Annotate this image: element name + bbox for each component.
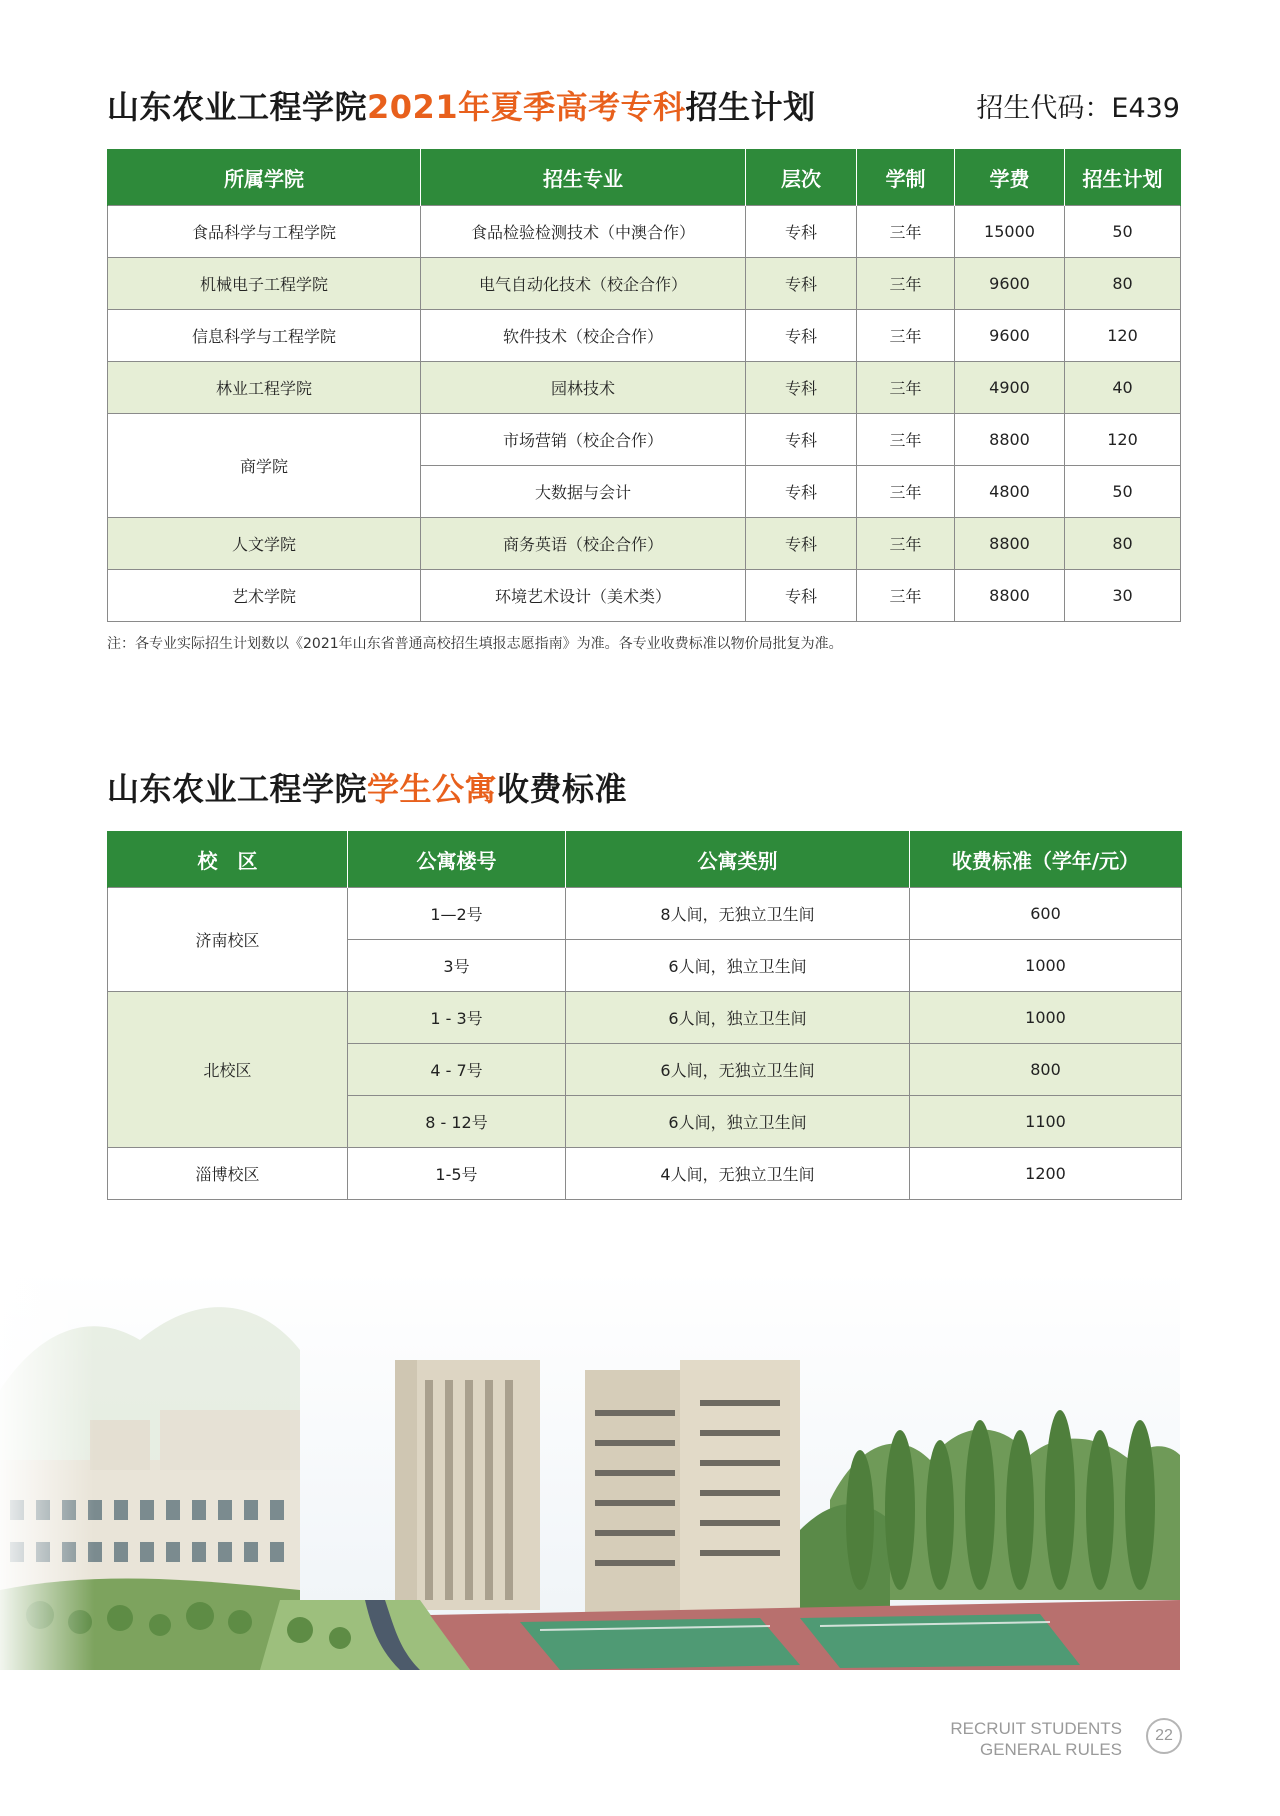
campus-cell: 济南校区 (108, 888, 348, 992)
dorm-fee-cell: 1000 (910, 940, 1182, 992)
building-cell: 4 - 7号 (348, 1044, 566, 1096)
dorm-title-prefix: 山东农业工程学院 (107, 770, 368, 808)
fee-cell: 4900 (955, 362, 1065, 414)
major-cell: 大数据与会计 (421, 466, 746, 518)
enrollment-title (107, 82, 816, 128)
dorm-header-row (108, 831, 1182, 888)
duration-cell: 三年 (857, 310, 955, 362)
footer-text (950, 1718, 1122, 1760)
table-row (108, 206, 1181, 258)
room-type-cell: 6人间，独立卫生间 (566, 1096, 910, 1148)
enrollment-title-prefix: 山东农业工程学院 (107, 88, 368, 126)
header-level: 层次 (746, 149, 857, 206)
campus-cell: 北校区 (108, 992, 348, 1148)
room-type-cell: 6人间，独立卫生间 (566, 992, 910, 1044)
enrollment-title-suffix: 招生计划 (685, 88, 816, 126)
dorm-fee-cell: 800 (910, 1044, 1182, 1096)
level-cell: 专科 (746, 414, 857, 466)
major-cell: 食品检验检测技术（中澳合作） (421, 206, 746, 258)
header-quota: 招生计划 (1065, 149, 1181, 206)
quota-cell: 120 (1065, 310, 1181, 362)
enrollment-title-highlight: 2021年夏季高考专科 (367, 88, 686, 126)
table-row (108, 258, 1181, 310)
dorm-fee-cell: 1000 (910, 992, 1182, 1044)
fee-cell: 8800 (955, 518, 1065, 570)
header-college: 所属学院 (108, 149, 421, 206)
level-cell: 专科 (746, 362, 857, 414)
building-cell: 1 - 3号 (348, 992, 566, 1044)
enrollment-note: 注：各专业实际招生计划数以《2021年山东省普通高校招生填报志愿指南》为准。各专业收费标准以物价局批复为准。 (107, 636, 843, 652)
quota-cell: 40 (1065, 362, 1181, 414)
header-duration: 学制 (857, 149, 955, 206)
duration-cell: 三年 (857, 258, 955, 310)
enrollment-header-row (108, 149, 1181, 206)
duration-cell: 三年 (857, 466, 955, 518)
table-row (108, 888, 1182, 940)
header-building: 公寓楼号 (348, 831, 566, 888)
dorm-title-suffix: 收费标准 (497, 770, 628, 808)
dorm-fee-cell: 1200 (910, 1148, 1182, 1200)
level-cell: 专科 (746, 570, 857, 622)
campus-cell: 淄博校区 (108, 1148, 348, 1200)
header-major: 招生专业 (421, 149, 746, 206)
table-row (108, 570, 1181, 622)
table-row (108, 362, 1181, 414)
room-type-cell: 4人间，无独立卫生间 (566, 1148, 910, 1200)
major-cell: 环境艺术设计（美术类） (421, 570, 746, 622)
table-row (108, 310, 1181, 362)
header-room-type: 公寓类别 (566, 831, 910, 888)
enrollment-code: 招生代码：E439 (976, 93, 1180, 124)
building-cell: 3号 (348, 940, 566, 992)
room-type-cell: 6人间，独立卫生间 (566, 940, 910, 992)
enrollment-table (107, 149, 1181, 622)
college-cell: 信息科学与工程学院 (108, 310, 421, 362)
footer-line-1: RECRUIT STUDENTS (950, 1719, 1122, 1738)
college-cell: 艺术学院 (108, 570, 421, 622)
duration-cell: 三年 (857, 570, 955, 622)
level-cell: 专科 (746, 310, 857, 362)
duration-cell: 三年 (857, 518, 955, 570)
duration-cell: 三年 (857, 414, 955, 466)
duration-cell: 三年 (857, 362, 955, 414)
major-cell: 市场营销（校企合作） (421, 414, 746, 466)
duration-cell: 三年 (857, 206, 955, 258)
table-row (108, 414, 1181, 466)
major-cell: 园林技术 (421, 362, 746, 414)
table-row (108, 1148, 1182, 1200)
level-cell: 专科 (746, 206, 857, 258)
quota-cell: 120 (1065, 414, 1181, 466)
college-cell: 林业工程学院 (108, 362, 421, 414)
page-number: 22 (1146, 1718, 1182, 1754)
quota-cell: 30 (1065, 570, 1181, 622)
fee-cell: 9600 (955, 310, 1065, 362)
building-cell: 8 - 12号 (348, 1096, 566, 1148)
header-fee: 学费 (955, 149, 1065, 206)
room-type-cell: 8人间，无独立卫生间 (566, 888, 910, 940)
level-cell: 专科 (746, 466, 857, 518)
fee-cell: 8800 (955, 414, 1065, 466)
college-cell: 机械电子工程学院 (108, 258, 421, 310)
dorm-table (107, 831, 1182, 1200)
quota-cell: 50 (1065, 206, 1181, 258)
college-cell: 人文学院 (108, 518, 421, 570)
table-row (108, 992, 1182, 1044)
dorm-fee-cell: 1100 (910, 1096, 1182, 1148)
dorm-title-highlight: 学生公寓 (367, 770, 498, 808)
room-type-cell: 6人间，无独立卫生间 (566, 1044, 910, 1096)
college-cell: 商学院 (108, 414, 421, 518)
quota-cell: 80 (1065, 518, 1181, 570)
fee-cell: 8800 (955, 570, 1065, 622)
level-cell: 专科 (746, 518, 857, 570)
header-dorm-fee: 收费标准（学年/元） (910, 831, 1182, 888)
fee-cell: 9600 (955, 258, 1065, 310)
building-cell: 1-5号 (348, 1148, 566, 1200)
level-cell: 专科 (746, 258, 857, 310)
dorm-title (107, 764, 627, 810)
major-cell: 商务英语（校企合作） (421, 518, 746, 570)
college-cell: 食品科学与工程学院 (108, 206, 421, 258)
footer-line-2: GENERAL RULES (979, 1740, 1122, 1759)
dorm-fee-cell: 600 (910, 888, 1182, 940)
fee-cell: 15000 (955, 206, 1065, 258)
quota-cell: 80 (1065, 258, 1181, 310)
building-cell: 1—2号 (348, 888, 566, 940)
quota-cell: 50 (1065, 466, 1181, 518)
major-cell: 电气自动化技术（校企合作） (421, 258, 746, 310)
table-row (108, 518, 1181, 570)
header-campus: 校 区 (108, 831, 348, 888)
fee-cell: 4800 (955, 466, 1065, 518)
major-cell: 软件技术（校企合作） (421, 310, 746, 362)
campus-photo (0, 1270, 1180, 1670)
